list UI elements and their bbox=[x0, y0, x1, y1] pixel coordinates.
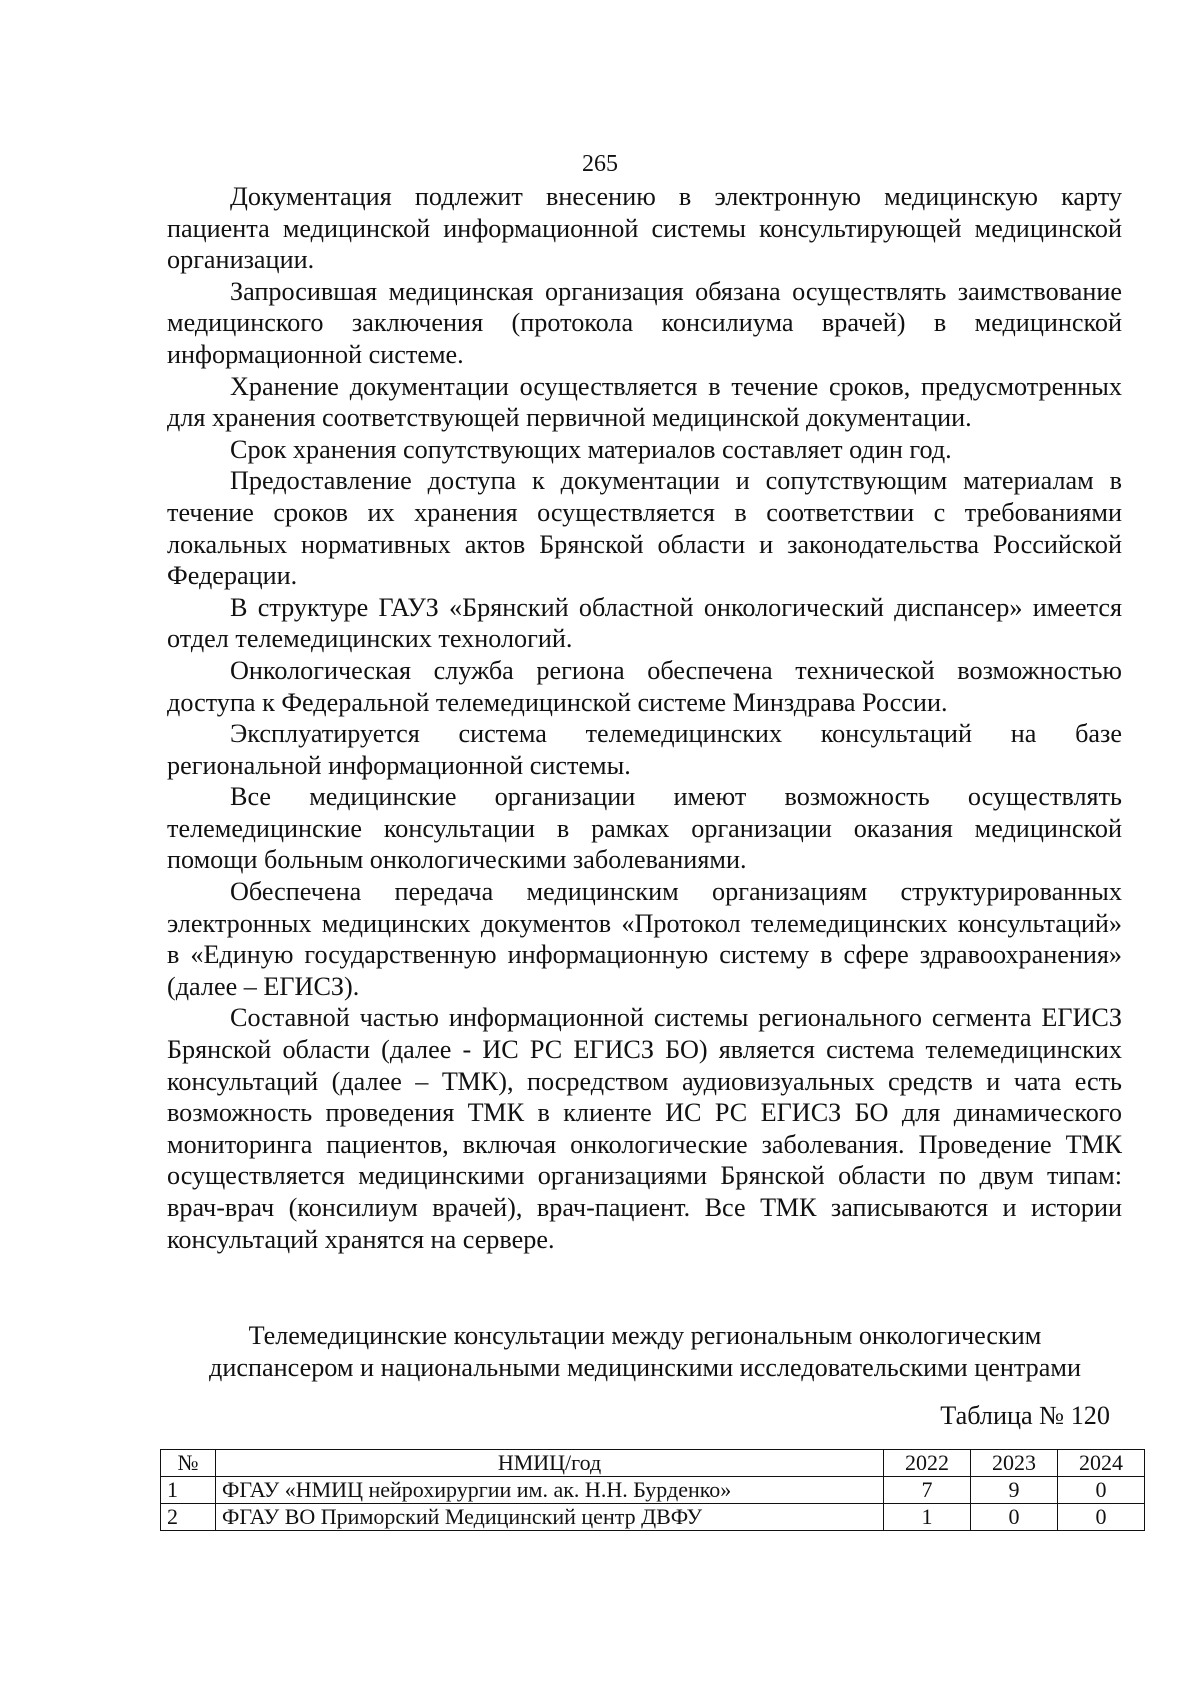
header-year-2023: 2023 bbox=[971, 1450, 1058, 1477]
nmic-consultations-table bbox=[160, 1449, 1145, 1531]
row-value-2024: 0 bbox=[1058, 1504, 1145, 1531]
row-number: 2 bbox=[161, 1504, 216, 1531]
row-number: 1 bbox=[161, 1477, 216, 1504]
paragraph: В структуре ГАУЗ «Брянский областной онкологический диспансер» имеется отдел телемедицинских технологий. bbox=[167, 592, 1122, 654]
paragraph: Онкологическая служба региона обеспечена технической возможностью доступа к Федеральной телемедицинской системе Минздрава России. bbox=[167, 655, 1122, 717]
row-value-2023: 9 bbox=[971, 1477, 1058, 1504]
row-value-2022: 7 bbox=[884, 1477, 971, 1504]
row-value-2024: 0 bbox=[1058, 1477, 1145, 1504]
header-year-2022: 2022 bbox=[884, 1450, 971, 1477]
caption-line: Телемедицинские консультации между региональным онкологическим bbox=[248, 1321, 1042, 1350]
row-center-name: ФГАУ «НМИЦ нейрохирургии им. ак. Н.Н. Бурденко» bbox=[216, 1477, 884, 1504]
paragraph: Обеспечена передача медицинским организациям структурированных электронных медицинских документов «Протокол телемедицинских консультаций» в «Единую государственную информационную систему в сфере здравоохранения» (далее – ЕГИСЗ). bbox=[167, 877, 1122, 1001]
header-year-2024: 2024 bbox=[1058, 1450, 1145, 1477]
document-body bbox=[167, 181, 1122, 1255]
paragraph: Срок хранения сопутствующих материалов составляет один год. bbox=[230, 434, 952, 464]
row-value-2023: 0 bbox=[971, 1504, 1058, 1531]
header-center-year: НМИЦ/год bbox=[216, 1450, 884, 1477]
caption-line: диспансером и национальными медицинскими исследовательскими центрами bbox=[209, 1352, 1081, 1382]
paragraph: Документация подлежит внесению в электронную медицинскую карту пациента медицинской информационной системы консультирующей медицинской организации. bbox=[167, 182, 1122, 275]
header-number: № bbox=[161, 1450, 216, 1477]
page-number: 265 bbox=[582, 151, 618, 177]
paragraph: Хранение документации осуществляется в течение сроков, предусмотренных для хранения соответствующей первичной медицинской документации. bbox=[167, 371, 1122, 433]
paragraph: Составной частью информационной системы регионального сегмента ЕГИСЗ Брянской области (далее - ИС РС ЕГИСЗ БО) является система телемедицинских консультаций (далее – ТМК), посредством аудиовизуальных средств и чата есть возможность проведения ТМК в клиенте ИС РС ЕГИСЗ БО для динамического мониторинга пациентов, включая онкологические заболевания. Проведение ТМК осуществляется медицинскими организациями Брянской области по двум типам: врач-врач (консилиум врачей), врач-пациент. Все ТМК записываются и истории консультаций хранятся на сервере. bbox=[167, 1003, 1122, 1254]
table-row bbox=[161, 1504, 1145, 1531]
paragraph: Предоставление доступа к документации и сопутствующим материалам в течение сроков их хранения осуществляется в соответствии с требованиями локальных нормативных актов Брянской области и законодательства Российской Федерации. bbox=[167, 466, 1122, 591]
table-number-label: Таблица № 120 bbox=[940, 1401, 1110, 1430]
paragraph: Запросившая медицинская организация обязана осуществлять заимствование медицинского заключения (протокола консилиума врачей) в медицинской информационной системе. bbox=[167, 276, 1122, 369]
paragraph: Все медицинские организации имеют возможность осуществлять телемедицинские консультации в рамках организации оказания медицинской помощи больным онкологическими заболеваниями. bbox=[167, 782, 1122, 875]
paragraph: Эксплуатируется система телемедицинских консультаций на базе региональной информационной системы. bbox=[167, 719, 1122, 780]
table-row bbox=[161, 1477, 1145, 1504]
row-center-name: ФГАУ ВО Приморский Медицинский центр ДВФУ bbox=[216, 1504, 884, 1531]
table-caption bbox=[170, 1320, 1120, 1383]
row-value-2022: 1 bbox=[884, 1504, 971, 1531]
table-header-row bbox=[161, 1450, 1145, 1477]
